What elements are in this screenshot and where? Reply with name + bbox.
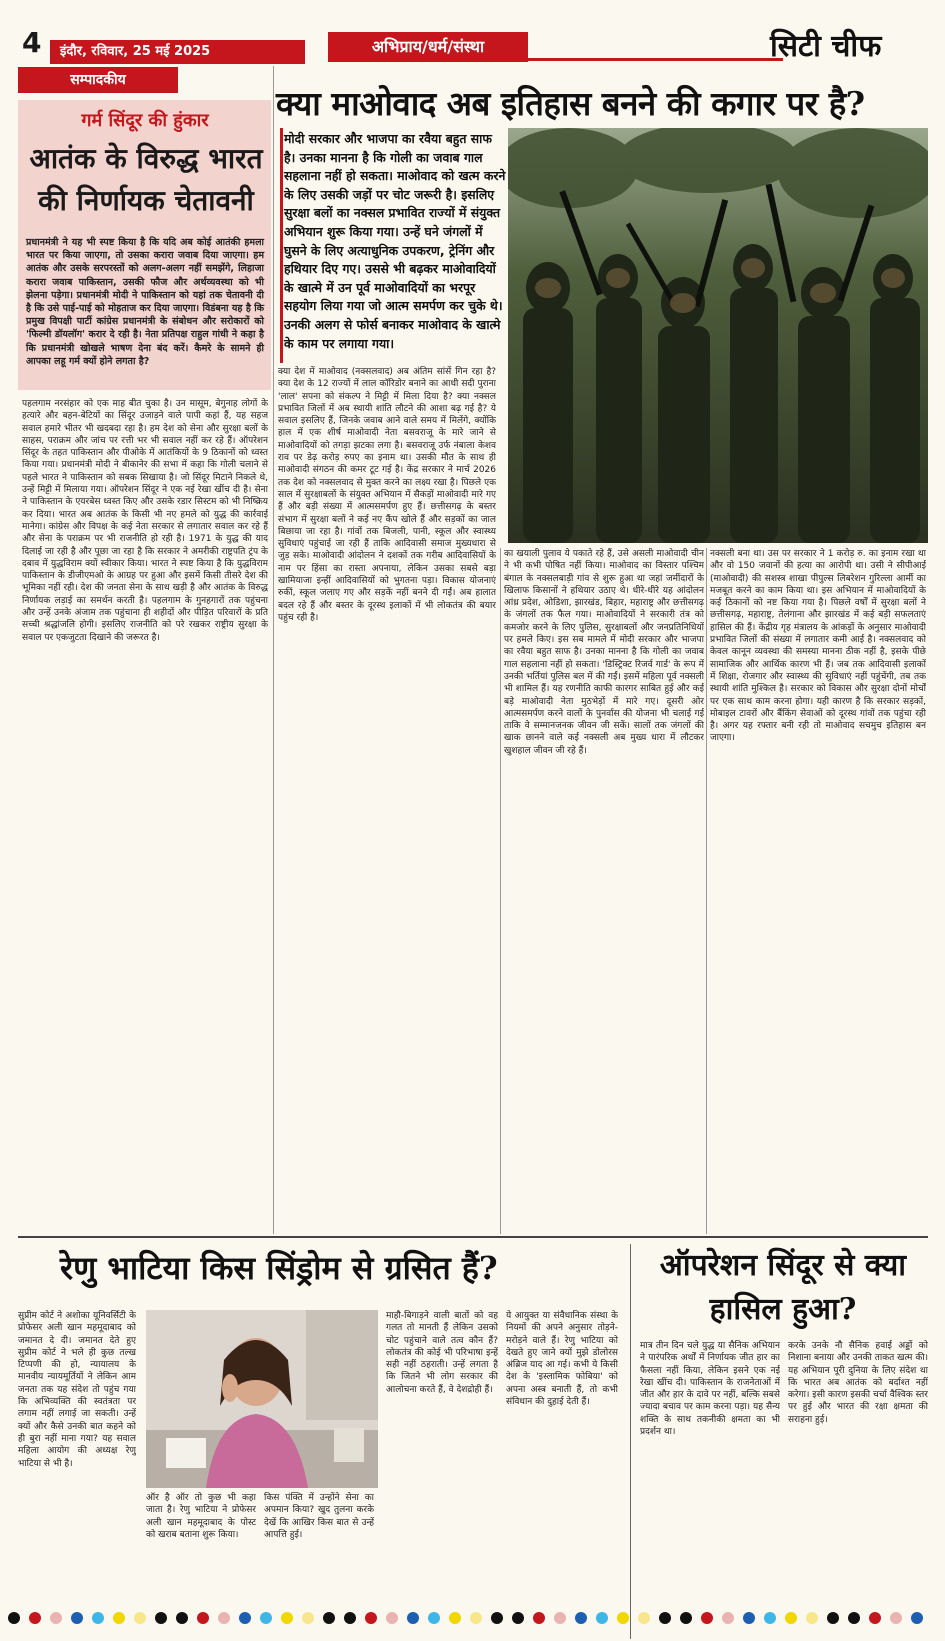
page-number: 4 [22, 26, 42, 59]
renu-bhatia-photo [146, 1310, 378, 1488]
registration-dot [197, 1612, 209, 1624]
registration-dot [449, 1612, 461, 1624]
main-article-column-2: का खयाली पुलाव ये पकाते रहे हैं, उसे असली माओवादी चीन ने भी कभी पोषित नहीं किया। माओवाद का विस्तार पश्चिम बंगाल के नक्सलबाड़ी गांव से शुरू हुआ था जहां जमींदारों के खिलाफ किसानों ने हथियार उठाए थे। धीरे-धीरे यह आंदोलन आंध्र प्रदेश, ओडिशा, झारखंड, बिहार, महाराष्ट्र और छत्तीसगढ़ के जंगलों तक फैल गया। माओवादियों ने सरकारी तंत्र को कमजोर करने के लिए पुलिस, सुरक्षाबलों और जनप्रतिनिधियों पर हमले किए। इस सब मामले में मोदी सरकार और भाजपा का रवैया बहुत साफ है। उनका मानना है कि गोली का जवाब गाल सहलाना नहीं हो सकता। 'डिस्ट्रिक्ट रिजर्व गार्ड' के रूप में उनकी भर्तियां पुलिस बल में की गईं। इसमें महिला पूर्व नक्सली भी शामिल हैं। यह रणनीति काफी कारगर साबित हुई और कई बड़े माओवादी नेता मुठभेड़ों में मारे गए। दूसरी ओर आत्मसमर्पण करने वालों के पुनर्वास की योजना भी चलाई गई ताकि वे सम्मानजनक जीवन जी सकें। सालों तक जंगलों की खाक छानने वाले कई नक्सली अब मुख्य धारा में लौटकर खुशहाल जीवन जी रहे हैं। [504, 549, 704, 756]
registration-dot [260, 1612, 272, 1624]
registration-dot [764, 1612, 776, 1624]
registration-dot [50, 1612, 62, 1624]
publication-name: सिटी चीफ [770, 29, 882, 64]
registration-dot [554, 1612, 566, 1624]
registration-dot [92, 1612, 104, 1624]
registration-dot [176, 1612, 188, 1624]
print-color-strip [0, 1608, 945, 1628]
column-divider [500, 548, 501, 1234]
date-line: इंदौर, रविवार, 25 मई 2025 [50, 40, 305, 64]
registration-dot [407, 1612, 419, 1624]
registration-dot [344, 1612, 356, 1624]
registration-dot [428, 1612, 440, 1624]
registration-dot [71, 1612, 83, 1624]
column-divider [706, 548, 707, 1234]
registration-dot [8, 1612, 20, 1624]
registration-dot [386, 1612, 398, 1624]
editorial-tag: सम्पादकीय [18, 67, 178, 93]
editorial-headline: आतंक के विरुद्ध भारत की निर्णायक चेतावनी [29, 142, 263, 217]
registration-dot [701, 1612, 713, 1624]
registration-dot [659, 1612, 671, 1624]
registration-dot [890, 1612, 902, 1624]
registration-dot [155, 1612, 167, 1624]
registration-dot [848, 1612, 860, 1624]
registration-dot [806, 1612, 818, 1624]
section-label: अभिप्राय/धर्म/संस्था [328, 32, 528, 62]
main-article-column-1: क्या देश में माओवाद (नक्सलवाद) अब अंतिम सांसें गिन रहा है? क्या देश के 12 राज्यों में लाल कॉरिडोर बनाने का आधी सदी पुराना 'लाल' सपना को संकल्प ने मिट्टी में मिला दिया है? क्या नक्सल प्रभावित जिलों में अब स्थायी शांति लौटने की आशा बढ़ गई है? ये सवाल इसलिए हैं, जिनके जवाब आने वाले समय में मिलेंगे, क्योंकि हाल में एक शीर्ष माओवादी नेता बसवराजू के मारे जाने से माओवादियों को तगड़ा झटका लगा है। बसवराजू उर्फ नंबाला केशव राव पर डेढ़ करोड़ रुपए का इनाम था। उसकी मौत के साथ ही माओवादी संगठन की कमर टूट गई है। केंद्र सरकार ने मार्च 2026 तक देश को नक्सलवाद से मुक्त करने का लक्ष्य रखा है। पिछले एक साल में सुरक्षाबलों के संयुक्त अभियान में सैकड़ों माओवादी मारे गए हैं और बड़ी संख्या में आत्मसमर्पण हुए हैं। छत्तीसगढ़ के बस्तर संभाग में सुरक्षा बलों ने कई नए कैंप खोले हैं और सड़कों का जाल बिछाया जा रहा है। गांवों तक बिजली, पानी, स्कूल और स्वास्थ्य सुविधाएं पहुंचाई जा रही हैं ताकि आदिवासी समाज मुख्यधारा से जुड़ सके। माओवादी आंदोलन ने दशकों तक गरीब आदिवासियों के नाम पर हिंसा का रास्ता अपनाया, लेकिन उसका सबसे बड़ा खामियाजा इन्हीं आदिवासियों को भुगतना पड़ा। विकास योजनाएं रुकीं, स्कूल जलाए गए और सड़कें नहीं बनने दी गईं। अब हालात बदल रहे हैं और बस्तर के दूरस्थ इलाकों में भी लोकतंत्र की बयार पहुंच रही है। [278, 367, 496, 623]
registration-dot [785, 1612, 797, 1624]
renu-article-column-5: ये आयुक्त या संवैधानिक संस्था के नियमों की अपने अनुसार तोड़ने-मरोड़ने वाले हैं। रेणु भाटिया को देखते हुए जाने क्यों मुझे डोलोरस अंब्रिज याद आ गई। कभी ये किसी देश के 'इस्लामिक फोबिया' को अपना अस्त्र बनाती हैं, तो कभी संविधान की दुहाई देती हैं। [506, 1311, 618, 1408]
main-pullquote: मोदी सरकार और भाजपा का रवैया बहुत साफ है। उनका मानना है कि गोली का जवाब गाल सहलाना नहीं हो सकता। माओवाद को खत्म करने के लिए उसकी जड़ों पर चोट जरूरी है। इसलिए सुरक्षा बलों का नक्सल प्रभावित राज्यों में संयुक्त अभियान शुरू किया गया। उन्हें घने जंगलों में घुसने के लिए अत्याधुनिक उपकरण, ट्रेनिंग और हथियार दिए गए। उससे भी बढ़कर माओवादियों के खात्मे में उन पूर्व माओवादियों का भरपूर सहयोग लिया गया जो आत्म समर्पण कर चुके थे। उनकी अलग से फोर्स बनाकर माओवाद के खात्मे के काम पर लगाया गया। [284, 131, 506, 351]
editorial-kicker: गर्म सिंदूर की हुंकार [81, 110, 209, 131]
renu-article-column-4: माहौ-बिगाड़ने वाली बातों को वह गलत तो मानती हैं लेकिन उसको चोट पहुंचाने वाले तत्व कौन हैं? लोकतंत्र की कोई भी परिभाषा इन्हें सही नहीं ठहराती। उन्हें लगता है कि जितने भी लोग सरकार की आलोचना करते हैं, वे देशद्रोही हैं। [386, 1311, 498, 1395]
column-divider [630, 1244, 631, 1639]
registration-dot [365, 1612, 377, 1624]
renu-headline: रेणु भाटिया किस सिंड्रोम से ग्रसित हैं? [60, 1249, 498, 1287]
renu-article-column-2: ऑर है ऑर तो कुछ भी कहा जाता है। रेणु भाटिया ने प्रोफेसर अली खान महमूदाबाद के पोस्ट को खराब बताना शुरू किया। [146, 1493, 256, 1540]
registration-dot [617, 1612, 629, 1624]
maoist-group-photo [508, 128, 928, 543]
registration-dot [218, 1612, 230, 1624]
column-divider [273, 66, 274, 1234]
registration-dot [113, 1612, 125, 1624]
registration-dot [470, 1612, 482, 1624]
registration-dot [533, 1612, 545, 1624]
editorial-intro: प्रधानमंत्री ने यह भी स्पष्ट किया है कि यदि अब कोई आतंकी हमला भारत पर किया जाएगा, तो उसका करारा जवाब दिया जाएगा। हम आतंक और उसके सरपरस्तों को अलग-अलग नहीं समझेंगे, लिहाजा करारा जवाब पाकिस्तान, उसकी फौज और अर्थव्यवस्था को भी झेलना पड़ेगा। प्रधानमंत्री मोदी ने पाकिस्तान को यहां तक चेतावनी दी है कि उसे पाई-पाई को मोहताज कर दिया जाएगा। विडंबना यह है कि प्रमुख विपक्षी पार्टी कांग्रेस प्रधानमंत्री के संबोधन और सरोकारों को 'फिल्मी डॉयलॉग' करार दे रही है। नेता प्रतिपक्ष राहुल गांधी ने कहा है कि प्रधानमंत्री खोखले भाषण देना बंद करें। कैमरे के सामने ही आपका लहू गर्म क्यों होने लगता है? [26, 237, 264, 367]
registration-dot [512, 1612, 524, 1624]
main-headline: क्या माओवाद अब इतिहास बनने की कगार पर है? [276, 84, 865, 123]
registration-dot [491, 1612, 503, 1624]
renu-article-column-1: सुप्रीम कोर्ट ने अशोका यूनिवर्सिटी के प्रोफेसर अली खान महमूदाबाद को जमानत दे दी। जमानत देते हुए सुप्रीम कोर्ट ने भले ही कुछ तल्ख टिप्पणी की हो, न्यायालय के मानवीय न्यायमूर्तियों ने लेकिन आम जनता तक यह संदेश तो पहुंच गया कि अभिव्यक्ति की स्वतंत्रता पर लगाम नहीं लगाई जा सकती। उन्हें क्यों और कैसे उनकी बात कहने को ही बुरा नहीं माना गया? यह सवाल महिला आयोग की अध्यक्ष रेणु भाटिया से भी है। [18, 1311, 136, 1469]
main-article-column-3: नक्सली बना था। उस पर सरकार ने 1 करोड़ रु. का इनाम रखा था और वो 150 जवानों की हत्या का आरोपी था। उसी ने सीपीआई (माओवादी) की सशस्त्र शाखा पीपुल्स लिबरेशन गुरिल्ला आर्मी का मजबूत करने का काम किया था। इस अभियान में माओवादियों के कई ठिकानों को नष्ट किया गया है। पिछले वर्षों में सुरक्षा बलों ने छत्तीसगढ़, महाराष्ट्र, तेलंगाना और झारखंड में कई बड़ी सफलताएं हासिल की हैं। केंद्रीय गृह मंत्रालय के आंकड़ों के अनुसार माओवादी प्रभावित जिलों की संख्या में लगातार कमी आई है। नक्सलवाद को केवल कानून व्यवस्था की समस्या मानना ठीक नहीं है, इसके पीछे सामाजिक और आर्थिक कारण भी हैं। जब तक आदिवासी इलाकों में शिक्षा, रोजगार और स्वास्थ्य की सुविधाएं नहीं पहुंचेंगी, तब तक स्थायी शांति मुश्किल है। सरकार को विकास और सुरक्षा दोनों मोर्चों पर एक साथ काम करना होगा। यही कारण है कि सरकार सड़कों, मोबाइल टावरों और बैंकिंग सेवाओं को दूरस्थ गांवों तक पहुंचा रही है। अगर यह रफ्तार बनी रही तो माओवाद सचमुच इतिहास बन जाएगा। [710, 549, 926, 744]
registration-dot [911, 1612, 923, 1624]
section-rule [18, 1236, 928, 1238]
registration-dot [869, 1612, 881, 1624]
registration-dot [134, 1612, 146, 1624]
operation-article-column-2: करके उनके नौ सैनिक हवाई अड्डों को निशाना बनाया और उनकी ताकत खत्म की। यह अभियान पूरी दुनिया के लिए संदेश था कि भारत अब आतंक को बर्दाश्त नहीं करेगा। इसी कारण इसकी चर्चा वैश्विक स्तर पर हुई और भारत की रक्षा क्षमता की सराहना हुई। [788, 1341, 928, 1425]
registration-dot [29, 1612, 41, 1624]
registration-dot [596, 1612, 608, 1624]
renu-article-column-3: किस पंक्ति में उन्होंने सेना का अपमान किया? खुद तुलना करके देखें कि आखिर किस बात से उन्हें आपत्ति हुई। [264, 1493, 374, 1540]
registration-dot [281, 1612, 293, 1624]
section-divider [528, 58, 783, 61]
registration-dot [323, 1612, 335, 1624]
operation-sindoor-headline: ऑपरेशन सिंदूर से क्या हासिल हुआ? [659, 1248, 907, 1327]
pullquote-rule [280, 128, 283, 363]
operation-article-column-1: मात्र तीन दिन चले युद्ध या सैनिक अभियान ने पारंपरिक अर्थों में निर्णायक जीत हार का फैसला नहीं किया, लेकिन इसने एक नई रेखा खींच दी। पाकिस्तान के राजनेताओं में जीत और हार के दावे पर नहीं, बल्कि सबसे ज्यादा बचाव पर काम करना पड़ा। यह सैन्य शक्ति के साथ तकनीकी क्षमता का भी प्रदर्शन था। [640, 1341, 780, 1438]
registration-dot [827, 1612, 839, 1624]
registration-dot [638, 1612, 650, 1624]
registration-dot [302, 1612, 314, 1624]
registration-dot [722, 1612, 734, 1624]
registration-dot [575, 1612, 587, 1624]
registration-dot [239, 1612, 251, 1624]
registration-dot [743, 1612, 755, 1624]
editorial-body: पहलगाम नरसंहार को एक माह बीत चुका है। उन मासूम, बेगुनाह लोगों के हत्यारे और बहन-बेटियों का सिंदूर उजाड़ने वाले पापी कहां हैं, यह सहज सवाल हमारे भीतर भी खदबदा रहा है। हम देश को सेना और सुरक्षा बलों के साहस, पराक्रम और जांच पर रत्ती भर भी सवाल नहीं कर रहे हैं। ऑपरेशन सिंदूर के तहत पाकिस्तान और पीओके में आतंकियों के 9 ठिकानों को ध्वस्त किया गया। प्रधानमंत्री मोदी ने बीकानेर की सभा में कहा कि गोली चलाने से पहले भारत ने पाकिस्तान को सबक सिखाया है। जो सिंदूर मिटाने निकले थे, उन्हें मिट्टी में मिलाया गया। ऑपरेशन सिंदूर ने एक नई रेखा खींच दी है। सेना ने पाकिस्तान के एयरबेस ध्वस्त किए और उसके रडार सिस्टम को भी निष्क्रिय कर दिया। भारत अब आतंक के किसी भी नए हमले को युद्ध की कार्रवाई मानेगा। कांग्रेस और विपक्ष के कई नेता सरकार से लगातार सवाल कर रहे हैं और सेना के पराक्रम पर भी राजनीति हो रही है। 1971 के युद्ध की याद दिलाई जा रही है और पूछा जा रहा है कि सरकार ने अमरीकी राष्ट्रपति ट्रंप के दबाव में युद्धविराम क्यों स्वीकार किया। भारत ने स्पष्ट किया है कि युद्धविराम पाकिस्तान के डीजीएमओ के आग्रह पर हुआ और इसमें किसी तीसरे देश की भूमिका नहीं रही। देश की जनता सेना के साथ खड़ी है और आतंक के विरुद्ध निर्णायक लड़ाई का समर्थन करती है। पहलगाम के गुनहगारों तक पहुंचना और उन्हें उनके अंजाम तक पहुंचाना ही शहीदों और पीड़ित परिवारों के प्रति सच्ची श्रद्धांजलि होगी। इसलिए राजनीति को परे रखकर राष्ट्रीय सुरक्षा के सवाल पर एकजुटता दिखाने की जरूरत है। [22, 399, 268, 643]
registration-dot [680, 1612, 692, 1624]
